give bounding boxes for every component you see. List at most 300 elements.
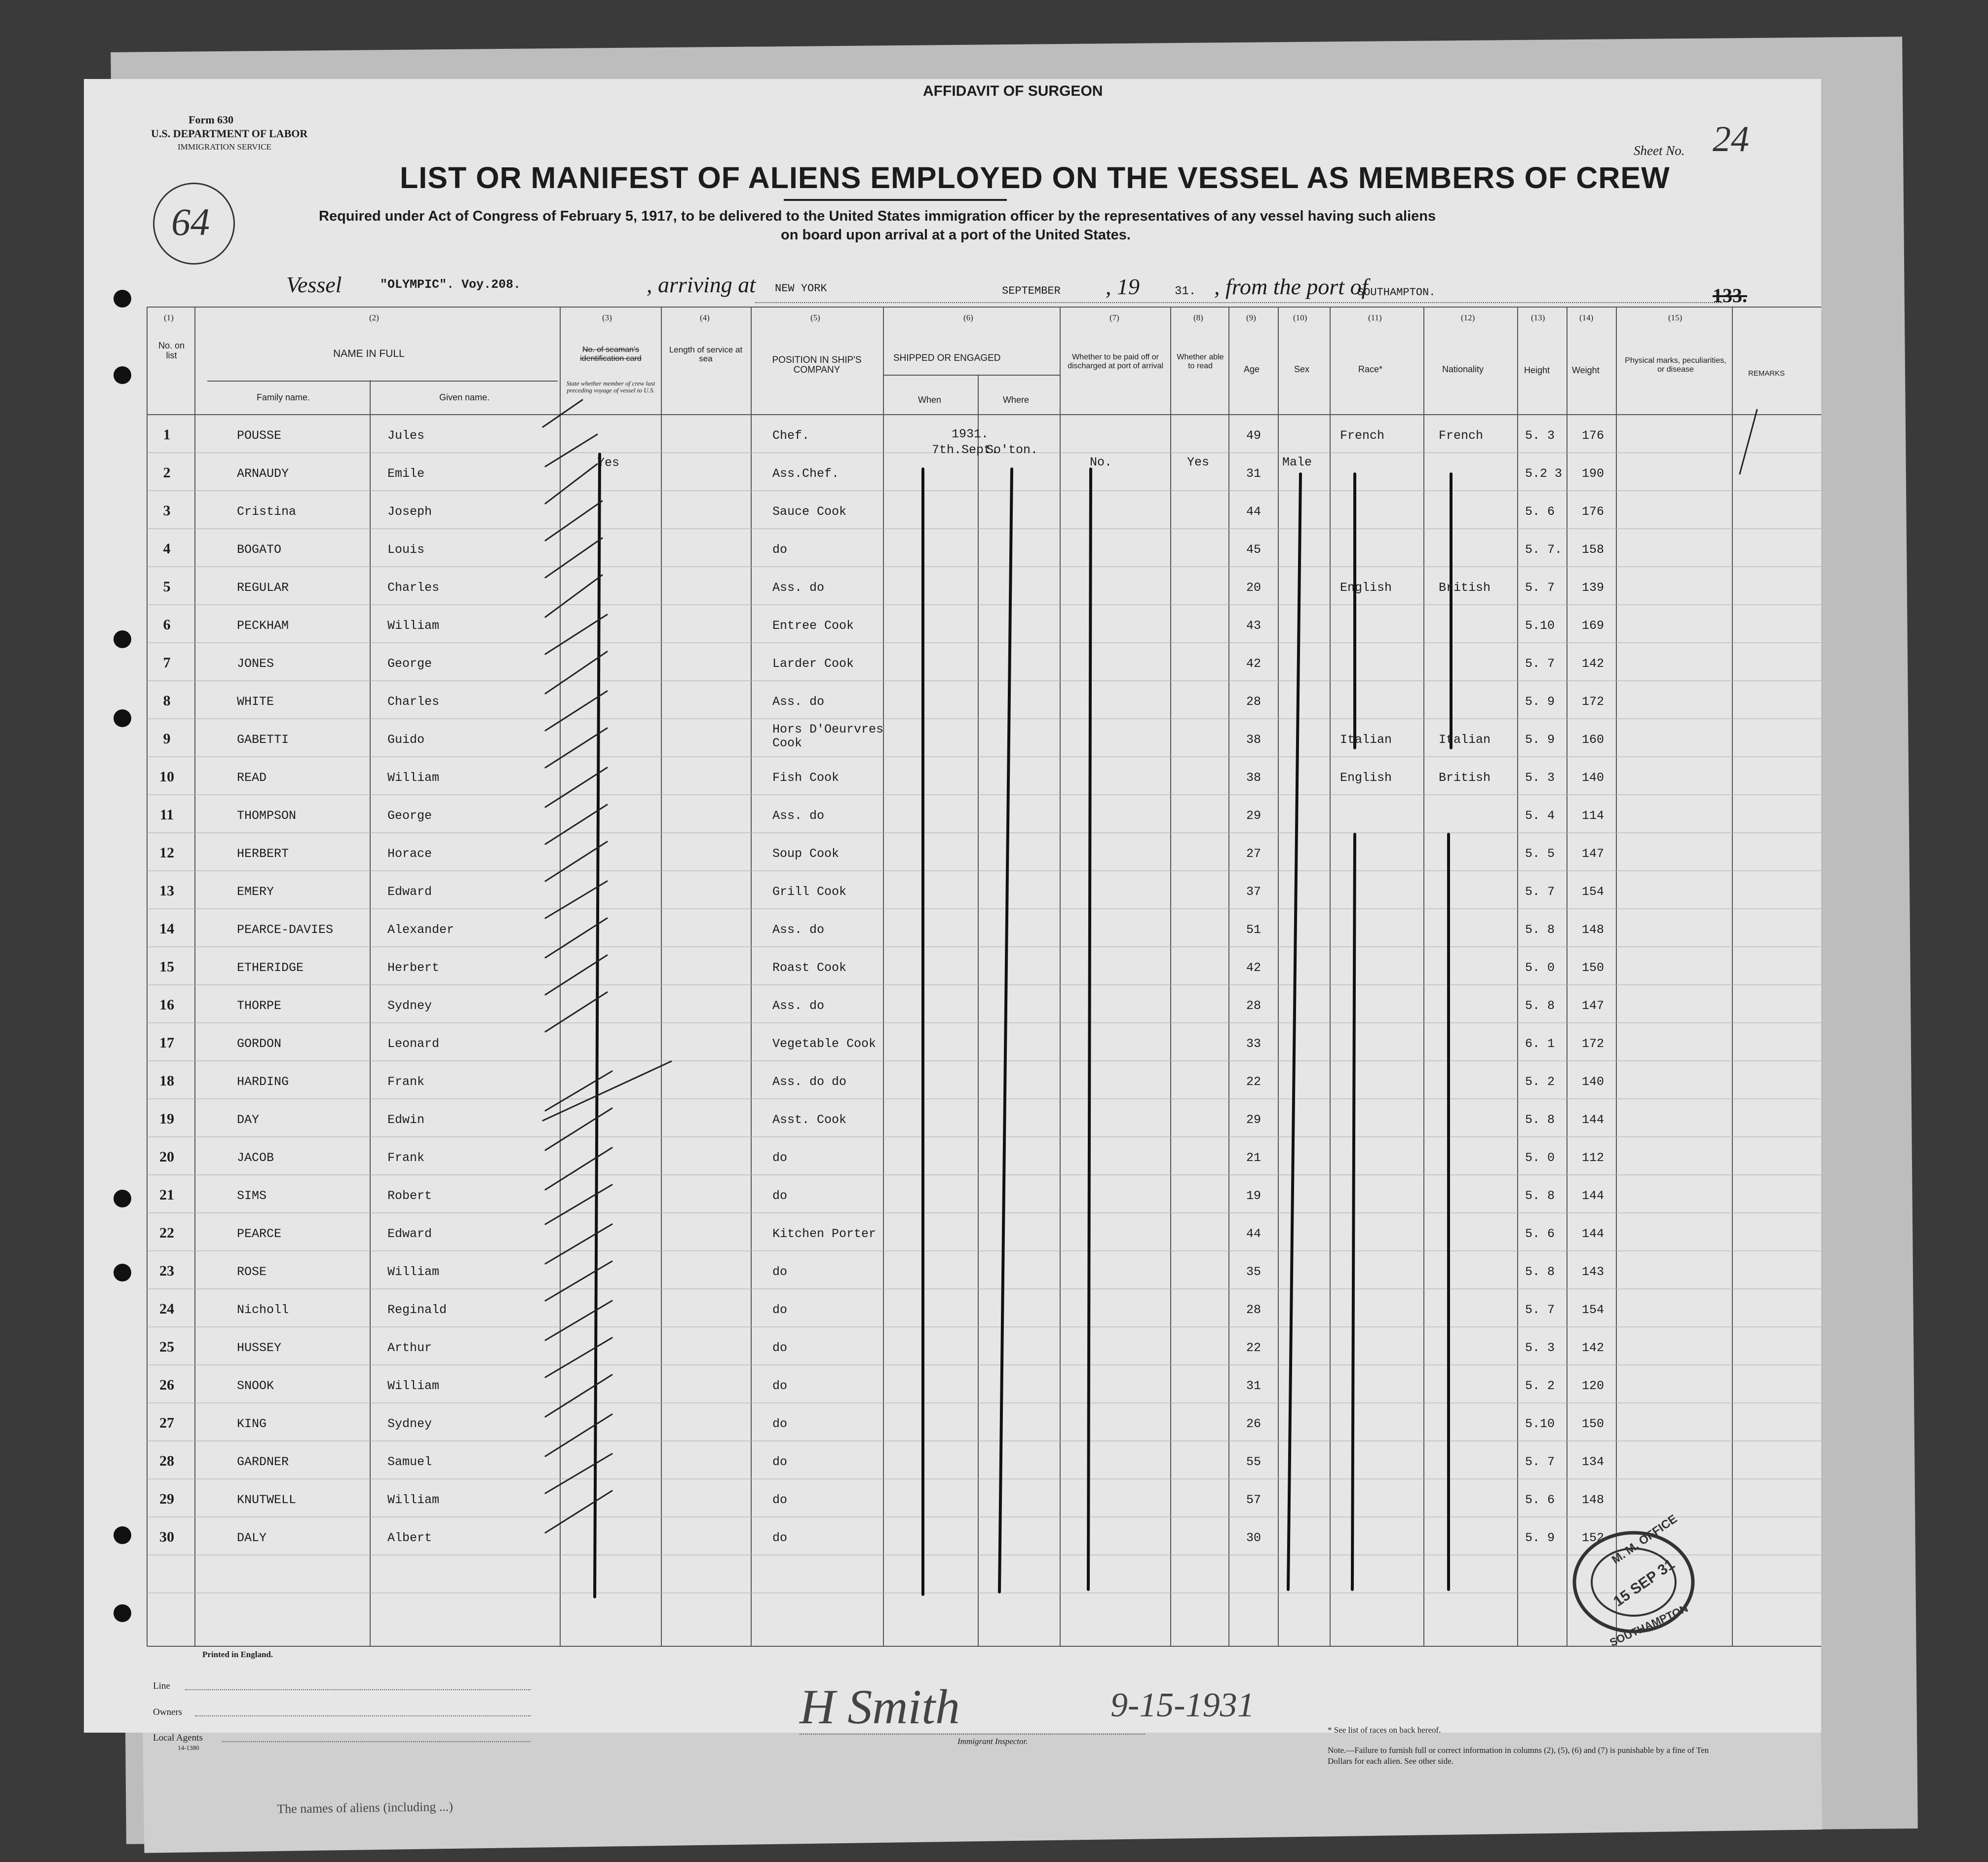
cell-age: 19 [1246, 1189, 1262, 1203]
stamp-bottom: SOUTHAMPTON [1607, 1601, 1690, 1649]
cell-age: 27 [1246, 847, 1262, 861]
cell-weight: 172 [1582, 1037, 1605, 1051]
cell-position: do [772, 1265, 788, 1279]
header-length-service: Length of service at sea [669, 345, 743, 363]
header-race: Race* [1358, 364, 1383, 374]
header-weight: Weight [1572, 365, 1600, 375]
cell-weight: 172 [1582, 695, 1605, 709]
cell-family-name: ETHERIDGE [237, 961, 304, 975]
cell-weight: 150 [1582, 1417, 1605, 1431]
sex-value: Male [1282, 455, 1312, 469]
table-row [147, 1175, 1821, 1213]
cell-age: 21 [1246, 1151, 1262, 1165]
cell-given-name: Guido [387, 733, 425, 747]
cell-family-name: KING [237, 1417, 267, 1431]
table-row [147, 1441, 1821, 1479]
handwritten-number: 64 [171, 200, 210, 243]
cell-row-number: 14 [159, 921, 174, 937]
cell-position: Kitchen Porter [772, 1227, 877, 1241]
cell-height: 5. 8 [1525, 923, 1555, 937]
cell-position: Soup Cook [772, 847, 840, 861]
cell-given-name: Frank [387, 1151, 425, 1165]
stamp-top: M. M. OFFICE [1609, 1512, 1680, 1567]
page-number: 133. [1713, 284, 1747, 307]
cell-weight: 140 [1582, 1075, 1605, 1089]
table-row [147, 719, 1821, 757]
header-paid-off: Whether to be paid off or discharged at port of arrival [1068, 353, 1163, 370]
cell-height: 5. 7 [1525, 581, 1555, 595]
cell-row-number: 20 [159, 1149, 174, 1165]
header-no-on-list: No. on list [158, 341, 185, 360]
cell-given-name: Leonard [387, 1037, 440, 1051]
cell-given-name: Charles [387, 695, 440, 709]
cell-height: 5. 2 [1525, 1075, 1555, 1089]
cell-height: 5. 7 [1525, 657, 1555, 671]
from-port: SOUTHAMPTON. [1357, 286, 1436, 299]
cell-weight: 148 [1582, 923, 1605, 937]
cell-height: 5. 2 [1525, 1379, 1555, 1393]
cell-age: 31 [1246, 466, 1262, 481]
cell-family-name: PEARCE [237, 1227, 282, 1241]
table-row [147, 1023, 1821, 1061]
col-num: (12) [1461, 313, 1475, 322]
cell-height: 5.10 [1525, 1417, 1555, 1431]
cell-row-number: 5 [163, 579, 171, 595]
header-remarks: REMARKS [1748, 369, 1785, 378]
cell-age: 38 [1246, 733, 1262, 747]
cell-family-name: READ [237, 771, 267, 785]
cell-weight: 114 [1582, 809, 1605, 823]
col-num: (2) [369, 313, 379, 322]
cell-given-name: Edward [387, 885, 432, 899]
cell-position: Chef. [772, 428, 810, 443]
cell-position: do [772, 1303, 788, 1317]
header-read: Whether able to read [1177, 353, 1224, 370]
cell-given-name: Sydney [387, 999, 432, 1013]
cell-given-name: Louis [387, 543, 425, 557]
cell-weight: 140 [1582, 771, 1605, 785]
cell-height: 5. 8 [1525, 1113, 1555, 1127]
table-row [147, 1099, 1821, 1137]
col-num: (1) [164, 313, 174, 322]
table-row [147, 1403, 1821, 1441]
cell-given-name: Herbert [387, 961, 440, 975]
cell-position: Grill Cook [772, 885, 847, 899]
cell-position: do [772, 1455, 788, 1469]
cell-given-name: Joseph [387, 504, 432, 519]
cell-given-name: William [387, 1493, 440, 1507]
cell-age: 31 [1246, 1379, 1262, 1393]
cell-age: 45 [1246, 543, 1262, 557]
cell-row-number: 3 [163, 503, 171, 519]
cell-family-name: HERBERT [237, 847, 289, 861]
cell-family-name: EMERY [237, 885, 274, 899]
cell-weight: 120 [1582, 1379, 1605, 1393]
cell-age: 22 [1246, 1075, 1262, 1089]
cell-family-name: HUSSEY [237, 1341, 282, 1355]
cell-height: 5. 6 [1525, 504, 1555, 519]
cell-height: 5. 4 [1525, 809, 1555, 823]
cell-height: 6. 1 [1525, 1037, 1555, 1051]
cell-given-name: Arthur [387, 1341, 432, 1355]
cell-height: 5. 8 [1525, 1189, 1555, 1203]
cell-age: 29 [1246, 1113, 1262, 1127]
cell-family-name: SNOOK [237, 1379, 274, 1393]
footer-agents-label: Local Agents [153, 1733, 203, 1743]
cell-family-name: REGULAR [237, 581, 289, 595]
cell-row-number: 27 [159, 1415, 174, 1431]
cell-race: Italian [1340, 733, 1392, 747]
table-row [147, 985, 1821, 1023]
cell-row-number: 6 [163, 617, 171, 633]
cell-weight: 148 [1582, 1493, 1605, 1507]
cell-weight: 134 [1582, 1455, 1605, 1469]
table-row [147, 871, 1821, 909]
cell-height: 5. 3 [1525, 1341, 1555, 1355]
cell-row-number: 19 [159, 1111, 174, 1127]
printed-note: Printed in England. [202, 1650, 273, 1659]
col-num: (4) [700, 313, 710, 322]
vessel-name: "OLYMPIC". Voy.208. [380, 277, 521, 292]
cell-height: 5. 9 [1525, 1531, 1555, 1545]
cell-weight: 152 [1582, 1531, 1605, 1545]
cell-family-name: ROSE [237, 1265, 267, 1279]
cell-given-name: Emile [387, 466, 425, 481]
table-row [147, 681, 1821, 719]
arrival-port: NEW YORK [775, 282, 827, 295]
cell-row-number: 25 [159, 1339, 174, 1355]
table-row [147, 947, 1821, 985]
cell-race: English [1340, 771, 1392, 785]
cell-row-number: 28 [159, 1453, 174, 1469]
cell-row-number: 4 [163, 541, 171, 557]
bottom-strip-text: The names of aliens (including ...) [277, 1799, 454, 1816]
header-nationality: Nationality [1442, 364, 1484, 374]
cell-position: Ass. do [772, 581, 825, 595]
cell-age: 38 [1246, 771, 1262, 785]
cell-position: do [772, 543, 788, 557]
cell-height: 5. 6 [1525, 1493, 1555, 1507]
cell-age: 20 [1246, 581, 1262, 595]
table-row [147, 1251, 1821, 1289]
cell-weight: 147 [1582, 999, 1605, 1013]
cell-age: 42 [1246, 657, 1262, 671]
header-age: Age [1244, 364, 1260, 374]
cell-position: Entree Cook [772, 619, 854, 633]
cell-weight: 144 [1582, 1227, 1605, 1241]
cell-row-number: 30 [159, 1529, 174, 1545]
table-row [147, 1289, 1821, 1327]
cell-family-name: THORPE [237, 999, 282, 1013]
cell-height: 5. 6 [1525, 1227, 1555, 1241]
cell-age: 51 [1246, 923, 1262, 937]
table-row [147, 415, 1821, 453]
header-when: When [918, 395, 942, 405]
cell-height: 5. 5 [1525, 847, 1555, 861]
cell-given-name: Alexander [387, 923, 455, 937]
cell-family-name: JACOB [237, 1151, 274, 1165]
cell-position: Vegetable Cook [772, 1037, 877, 1051]
inspector-label: Immigrant Inspector. [957, 1737, 1028, 1746]
footer-owners-dots [195, 1715, 531, 1716]
cell-family-name: Nicholl [237, 1303, 289, 1317]
table-row [147, 529, 1821, 567]
cell-height: 5.10 [1525, 619, 1555, 633]
penalty-note: Note.—Failure to furnish full or correct information in columns (2), (5), (6) and (7) is punishable by a fine of Ten Dollars for each alien. See other side. [1328, 1746, 1709, 1766]
vessel-label: Vessel [286, 272, 342, 297]
cell-height: 5. 3 [1525, 771, 1555, 785]
header-sex: Sex [1294, 364, 1310, 374]
cell-age: 44 [1246, 1227, 1262, 1241]
cell-row-number: 17 [159, 1035, 174, 1051]
cell-age: 30 [1246, 1531, 1262, 1545]
cell-given-name: George [387, 657, 432, 671]
cell-height: 5. 7 [1525, 1455, 1555, 1469]
table-row [147, 909, 1821, 947]
table-row [147, 453, 1821, 491]
cell-nationality: British [1439, 581, 1491, 595]
signature-date: 9-15-1931 [1110, 1686, 1255, 1724]
page-title: LIST OR MANIFEST OF ALIENS EMPLOYED ON THE VESSEL AS MEMBERS OF CREW [400, 161, 1670, 194]
cell-position: Ass. do [772, 695, 825, 709]
shipped-when: 7th.Sept. [932, 443, 999, 457]
col-num: (9) [1246, 313, 1256, 322]
cell-row-number: 13 [159, 883, 174, 899]
cell-row-number: 11 [159, 807, 174, 823]
cell-row-number: 7 [163, 655, 171, 671]
cell-weight: 176 [1582, 504, 1605, 519]
header-seaman-note: State whether member of crew last preceding voyage of vessel to U.S. [566, 380, 655, 394]
cell-weight: 142 [1582, 1341, 1605, 1355]
year-prefix: , 19 [1106, 274, 1140, 299]
cell-row-number: 9 [163, 731, 171, 747]
cell-nationality: Italian [1439, 733, 1491, 747]
inspector-signature: H Smith [800, 1679, 960, 1734]
cell-age: 57 [1246, 1493, 1262, 1507]
form-service: IMMIGRATION SERVICE [178, 142, 271, 152]
table-row [147, 1479, 1821, 1517]
cell-given-name: Edwin [387, 1113, 425, 1127]
col-num: (13) [1531, 313, 1545, 322]
cell-given-name: Robert [387, 1189, 432, 1203]
col-num: (14) [1579, 313, 1594, 322]
cell-position: do [772, 1531, 788, 1545]
col-num: (15) [1668, 313, 1682, 322]
cell-position: do [772, 1341, 788, 1355]
read-value: Yes [1187, 455, 1210, 469]
cell-row-number: 24 [159, 1301, 174, 1317]
races-note: * See list of races on back hereof. [1328, 1725, 1441, 1735]
sheet-number: 24 [1713, 119, 1749, 159]
form-department: U.S. DEPARTMENT OF LABOR [151, 127, 308, 140]
cell-age: 22 [1246, 1341, 1262, 1355]
cell-weight: 158 [1582, 543, 1605, 557]
cell-age: 43 [1246, 619, 1262, 633]
from-port-label: , from the port of [1214, 274, 1368, 299]
arrival-year: 31. [1175, 285, 1196, 298]
col-num: (10) [1293, 313, 1307, 322]
cell-given-name: Frank [387, 1075, 425, 1089]
cell-family-name: DALY [237, 1531, 267, 1545]
cell-weight: 169 [1582, 619, 1605, 633]
cell-family-name: PEARCE-DAVIES [237, 923, 334, 937]
col-num: (8) [1193, 313, 1203, 322]
cell-row-number: 15 [159, 959, 174, 975]
manifest-page [84, 79, 1821, 1766]
cell-row-number: 16 [159, 997, 174, 1013]
paid-off-value: No. [1090, 455, 1112, 469]
header-name-in-full: NAME IN FULL [333, 348, 405, 359]
shipped-year: 1931. [952, 427, 989, 441]
footer-owners-label: Owners [153, 1707, 183, 1717]
table-row [147, 605, 1821, 643]
table-row [147, 567, 1821, 605]
cell-row-number: 2 [163, 465, 171, 481]
cell-age: 42 [1246, 961, 1262, 975]
cell-weight: 154 [1582, 1303, 1605, 1317]
cell-family-name: SIMS [237, 1189, 267, 1203]
cell-position: Hors D'Oeurvres Cook [772, 722, 884, 750]
cell-family-name: PECKHAM [237, 619, 289, 633]
cell-nationality: British [1439, 771, 1491, 785]
cell-given-name: William [387, 619, 440, 633]
cell-position: do [772, 1151, 788, 1165]
cell-weight: 112 [1582, 1151, 1605, 1165]
cell-weight: 142 [1582, 657, 1605, 671]
footer-line-dots [185, 1689, 531, 1690]
table-row [147, 795, 1821, 833]
table-row [147, 1137, 1821, 1175]
col-num: (11) [1368, 313, 1382, 322]
cell-family-name: DAY [237, 1113, 260, 1127]
cell-height: 5. 7 [1525, 1303, 1555, 1317]
cell-family-name: GARDNER [237, 1455, 289, 1469]
cell-age: 37 [1246, 885, 1262, 899]
cell-height: 5. 0 [1525, 961, 1555, 975]
cell-age: 44 [1246, 504, 1262, 519]
cell-nationality: French [1439, 428, 1484, 443]
affidavit-header: AFFIDAVIT OF SURGEON [923, 83, 1103, 99]
col-num: (5) [810, 313, 820, 322]
footer-agents-code: 14-1380 [178, 1744, 199, 1751]
table-row [147, 491, 1821, 529]
cell-weight: 143 [1582, 1265, 1605, 1279]
table-row [147, 1365, 1821, 1403]
cell-position: Roast Cook [772, 961, 847, 975]
cell-height: 5. 8 [1525, 1265, 1555, 1279]
cell-row-number: 23 [159, 1263, 174, 1279]
cell-position: Sauce Cook [772, 504, 847, 519]
cell-position: Larder Cook [772, 657, 854, 671]
cell-age: 29 [1246, 809, 1262, 823]
cell-family-name: BOGATO [237, 543, 282, 557]
header-shipped: SHIPPED OR ENGAGED [893, 353, 1001, 363]
arriving-label: , arriving at [647, 272, 756, 297]
col-num: (3) [602, 313, 612, 322]
table-row [147, 1213, 1821, 1251]
cell-family-name: KNUTWELL [237, 1493, 297, 1507]
cell-age: 28 [1246, 999, 1262, 1013]
col-num: (7) [1109, 313, 1119, 322]
cell-height: 5.2 3 [1525, 466, 1563, 481]
table-row [147, 643, 1821, 681]
cell-family-name: ARNAUDY [237, 466, 289, 481]
cell-given-name: Reginald [387, 1303, 447, 1317]
cell-age: 28 [1246, 1303, 1262, 1317]
cell-height: 5. 9 [1525, 695, 1555, 709]
cell-age: 35 [1246, 1265, 1262, 1279]
cell-row-number: 12 [159, 845, 174, 861]
stamp-date: 15 SEP 31 [1610, 1556, 1678, 1610]
cell-position: Asst. Cook [772, 1113, 847, 1127]
sheet-label: Sheet No. [1634, 143, 1685, 158]
cell-weight: 150 [1582, 961, 1605, 975]
cell-weight: 154 [1582, 885, 1605, 899]
cell-weight: 144 [1582, 1113, 1605, 1127]
cell-given-name: Charles [387, 581, 440, 595]
header-given-name: Given name. [439, 392, 490, 402]
cell-weight: 176 [1582, 428, 1605, 443]
col-num: (6) [963, 313, 973, 322]
cell-weight: 147 [1582, 847, 1605, 861]
header-position: POSITION IN SHIP'S COMPANY [772, 355, 862, 375]
cell-family-name: WHITE [237, 695, 274, 709]
cell-height: 5. 9 [1525, 733, 1555, 747]
cell-row-number: 21 [159, 1187, 174, 1203]
cell-given-name: William [387, 1265, 440, 1279]
cell-given-name: Horace [387, 847, 432, 861]
header-family-name: Family name. [257, 392, 310, 402]
cell-family-name: GORDON [237, 1037, 282, 1051]
table-row [147, 833, 1821, 871]
cell-age: 33 [1246, 1037, 1262, 1051]
cell-row-number: 8 [163, 693, 171, 709]
cell-position: Fish Cook [772, 771, 840, 785]
cell-row-number: 18 [159, 1073, 174, 1089]
cell-row-number: 10 [159, 769, 174, 785]
cell-family-name: POUSSE [237, 428, 282, 443]
cell-weight: 190 [1582, 466, 1605, 481]
subtitle-line2: on board upon arrival at a port of the United States. [781, 227, 1131, 243]
form-number: Form 630 [189, 114, 234, 126]
cell-family-name: GABETTI [237, 733, 289, 747]
cell-row-number: 1 [163, 427, 171, 443]
cell-position: do [772, 1493, 788, 1507]
cell-given-name: Jules [387, 428, 425, 443]
header-marks: Physical marks, peculiarities, or disease [1625, 356, 1726, 374]
cell-position: Ass. do [772, 999, 825, 1013]
cell-row-number: 29 [159, 1491, 174, 1507]
subtitle-line1: Required under Act of Congress of February 5, 1917, to be delivered to the United States immigration officer by the representatives of any vessel having such aliens [319, 208, 1436, 224]
cell-family-name: THOMPSON [237, 809, 297, 823]
footer-line-label: Line [153, 1681, 170, 1691]
table-row [147, 1061, 1821, 1099]
cell-row-number: 22 [159, 1225, 174, 1241]
cell-given-name: William [387, 1379, 440, 1393]
cell-given-name: George [387, 809, 432, 823]
cell-given-name: Edward [387, 1227, 432, 1241]
cell-height: 5. 8 [1525, 999, 1555, 1013]
cell-race: French [1340, 428, 1385, 443]
cell-weight: 160 [1582, 733, 1605, 747]
cell-given-name: William [387, 771, 440, 785]
cell-given-name: Albert [387, 1531, 432, 1545]
table-row [147, 1327, 1821, 1365]
cell-given-name: Sydney [387, 1417, 432, 1431]
arrival-month: SEPTEMBER [1002, 285, 1061, 297]
cell-age: 26 [1246, 1417, 1262, 1431]
cell-height: 5. 7. [1525, 543, 1563, 557]
